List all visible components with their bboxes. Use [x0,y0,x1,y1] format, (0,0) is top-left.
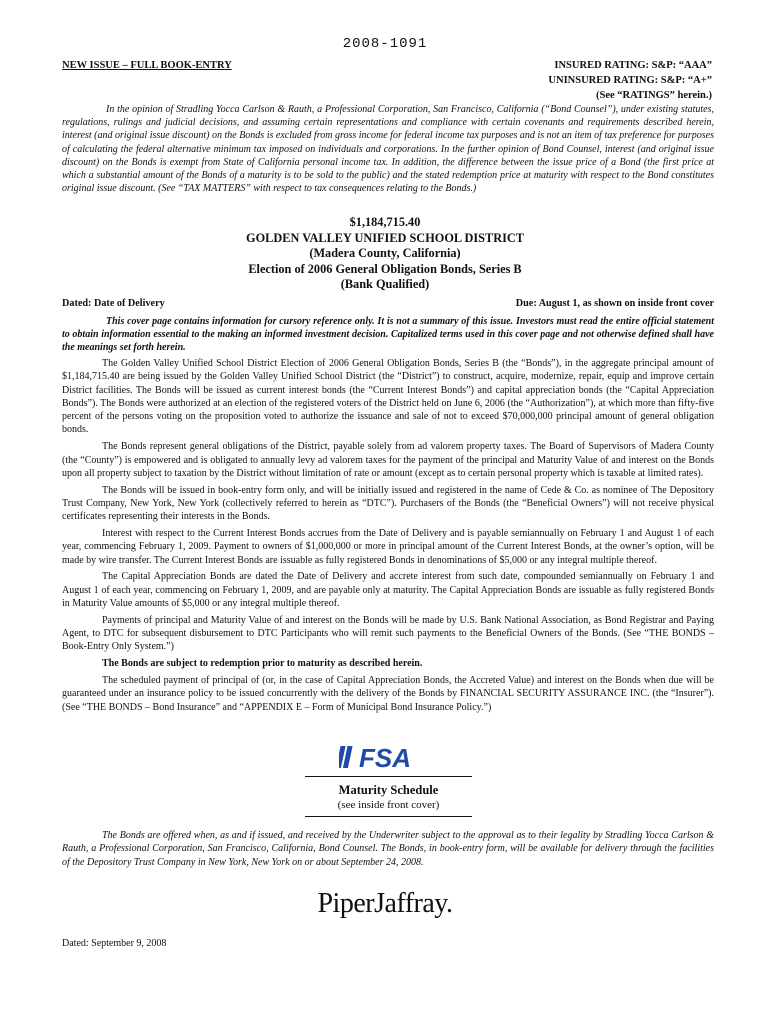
ratings-block [548,58,712,103]
ratings-reference: (See “RATINGS” herein.) [596,90,712,101]
due-label: Due: August 1, as shown on inside front cover [515,298,714,309]
issuer-name: GOLDEN VALLEY UNIFIED SCHOOL DISTRICT [246,230,524,245]
body-text [62,357,714,717]
piper-jaffray-logo: PiperJaffray. [317,888,453,919]
title-block [0,215,770,293]
document-id: 2008-1091 [342,36,428,52]
paragraph-insurance: The scheduled payment of principal of (or, in the case of Capital Appreciation Bonds, the Accreted Value) and interest on the Bonds when due will be guaranteed under an insurance policy to be issued concurrently with the delivery of the Bonds by FINANCIAL SECURITY ASSURANCE INC. (the “Insurer”). (See “THE BONDS – Bond Insurance” and “APPENDIX E – Form of Municipal Bond Insurance Policy.”) [62,675,714,713]
dated-label: Dated: Date of Delivery [62,298,165,309]
fsa-logo [0,744,770,775]
issue-amount: $1,184,715.40 [349,215,421,229]
cover-page-note: This cover page contains information for cursory reference only. It is not a summary of this issue. Investors must read the entire official statement to obtain information essential to the making an informed investment decision. Capitalized terms used in this cover page and not otherwise defined shall have the meanings set forth herein. [62,316,714,354]
paragraph-redemption: The Bonds are subject to redemption prior to maturity as described herein. [102,658,423,670]
issue-type: NEW ISSUE – FULL BOOK-ENTRY [62,60,232,71]
insured-rating: INSURED RATING: S&P: “AAA” [554,60,712,71]
offering-statement: The Bonds are offered when, as and if issued, and received by the Underwriter subject to the approval as to their legality by Stradling Yocca Carlson & Rauth, a Professional Corporation, San Francisco, California, Bond Counsel. The Bonds, in book-entry form, will be available for delivery through the facilities of the Depository Trust Company in New York, New York on or about September 24, 2008. [62,830,714,868]
maturity-schedule-subtitle: (see inside front cover) [337,799,440,811]
issuer-county: (Madera County, California) [309,246,461,261]
maturity-schedule-title: Maturity Schedule [338,783,439,797]
dated-due-row [62,298,714,309]
fsa-logo-text: FSA [359,744,411,770]
uninsured-rating: UNINSURED RATING: S&P: “A+” [548,75,712,86]
bond-counsel-opinion: In the opinion of Stradling Yocca Carlson & Rauth, a Professional Corporation, San Francisco, California (“Bond Counsel”), under existing statutes, regulations, rulings and judicial decisions, and assuming certain representations and compliance with certain covenants and requirements described herein, interest (and original issue discount) on the Bonds is excluded from gross income for federal income tax purposes and is not an item of tax preference for purposes of calculating the federal alternative minimum tax imposed on individuals and corporations. In the further opinion of Bond Counsel, interest (and original issue discount) on the Bonds is exempt from State of California personal income tax. In addition, the difference between the issue price of a Bond (the first price at which a substantial amount of the Bonds of a maturity is to be sold to the public) and the stated redemption price at maturity with respect to the Bond constitutes original issue discount. (See “TAX MATTERS” with respect to tax consequences relating to the Bonds.) [62,104,714,195]
bond-series: Election of 2006 General Obligation Bonds, Series B [248,261,522,276]
paragraph-general-obligations: The Bonds represent general obligations of the District, payable solely from ad valorem property taxes. The Board of Supervisors of Madera County (the “County”) is empowered and is obligated to annually levy ad valorem taxes for the payment of the principal and Maturity Value of and interest on the Bonds upon all property subject to taxation by the District without limitation of rate or amount (except as to certain personal property which is taxable at limited rates). [62,441,714,479]
document-date: Dated: September 9, 2008 [62,938,167,949]
paragraph-payments: Payments of principal and Maturity Value of and interest on the Bonds will be made by U.S. Bank National Association, as Bond Registrar and Paying Agent, to DTC for subsequent disbursement to DTC Participants who will remit such payments to the Beneficial Owners of the Bonds. (See “THE BONDS – Book-Entry Only System.”) [62,614,714,653]
fsa-logo-icon [339,744,431,770]
paragraph-capital-appreciation: The Capital Appreciation Bonds are dated the Date of Delivery and accrete interest from such date, compounded semiannually on February 1 and August 1 of each year, commencing on February 1, 2009, and are payable only at maturity. The Capital Appreciation Bonds are issuable as fully registered Bonds in Maturity Value amounts of $5,000 or any integral multiple thereof. [62,571,714,610]
maturity-schedule-box [305,776,472,817]
bank-qualified: (Bank Qualified) [340,277,430,292]
paragraph-current-interest: Interest with respect to the Current Interest Bonds accrues from the Date of Delivery and is payable semiannually on February 1 and August 1 of each year, commencing February 1, 2009. Payment to owners of $1,000,000 or more in principal amount of the Current Interest Bonds, at the owner’s option, will be made by wire transfer. The Current Interest Bonds are issuable as fully registered Bonds in denominations of $5,000 or any integral multiple thereof. [62,528,714,566]
paragraph-book-entry: The Bonds will be issued in book-entry form only, and will be initially issued and registered in the name of Cede & Co. as nominee of The Depository Trust Company, New York, New York (collectively referred to herein as “DTC”). Purchasers of the Bonds (the “Beneficial Owners”) will not receive physical certificates representing their interests in the Bonds. [62,484,714,523]
paragraph-bonds-description: The Golden Valley Unified School District Election of 2006 General Obligation Bonds, Series B (the “Bonds”), in the aggregate principal amount of $1,184,715.40 are being issued by the Golden Valley Unified School District (the “District”) to construct, acquire, modernize, repair, equip and improve certain District facilities. The Bonds will be issued as current interest bonds (the “Current Interest Bonds”) and capital appreciation bonds (the “Capital Appreciation Bonds”). The Bonds were authorized at an election of the registered voters of the District held on June 6, 2006 (the “Authorization”), at which more than fifty-five percent of the persons voting on the proposition voted to authorize the issuance and sale of not to exceed $70,000,000 principal amount of general obligation bonds. [62,358,714,436]
